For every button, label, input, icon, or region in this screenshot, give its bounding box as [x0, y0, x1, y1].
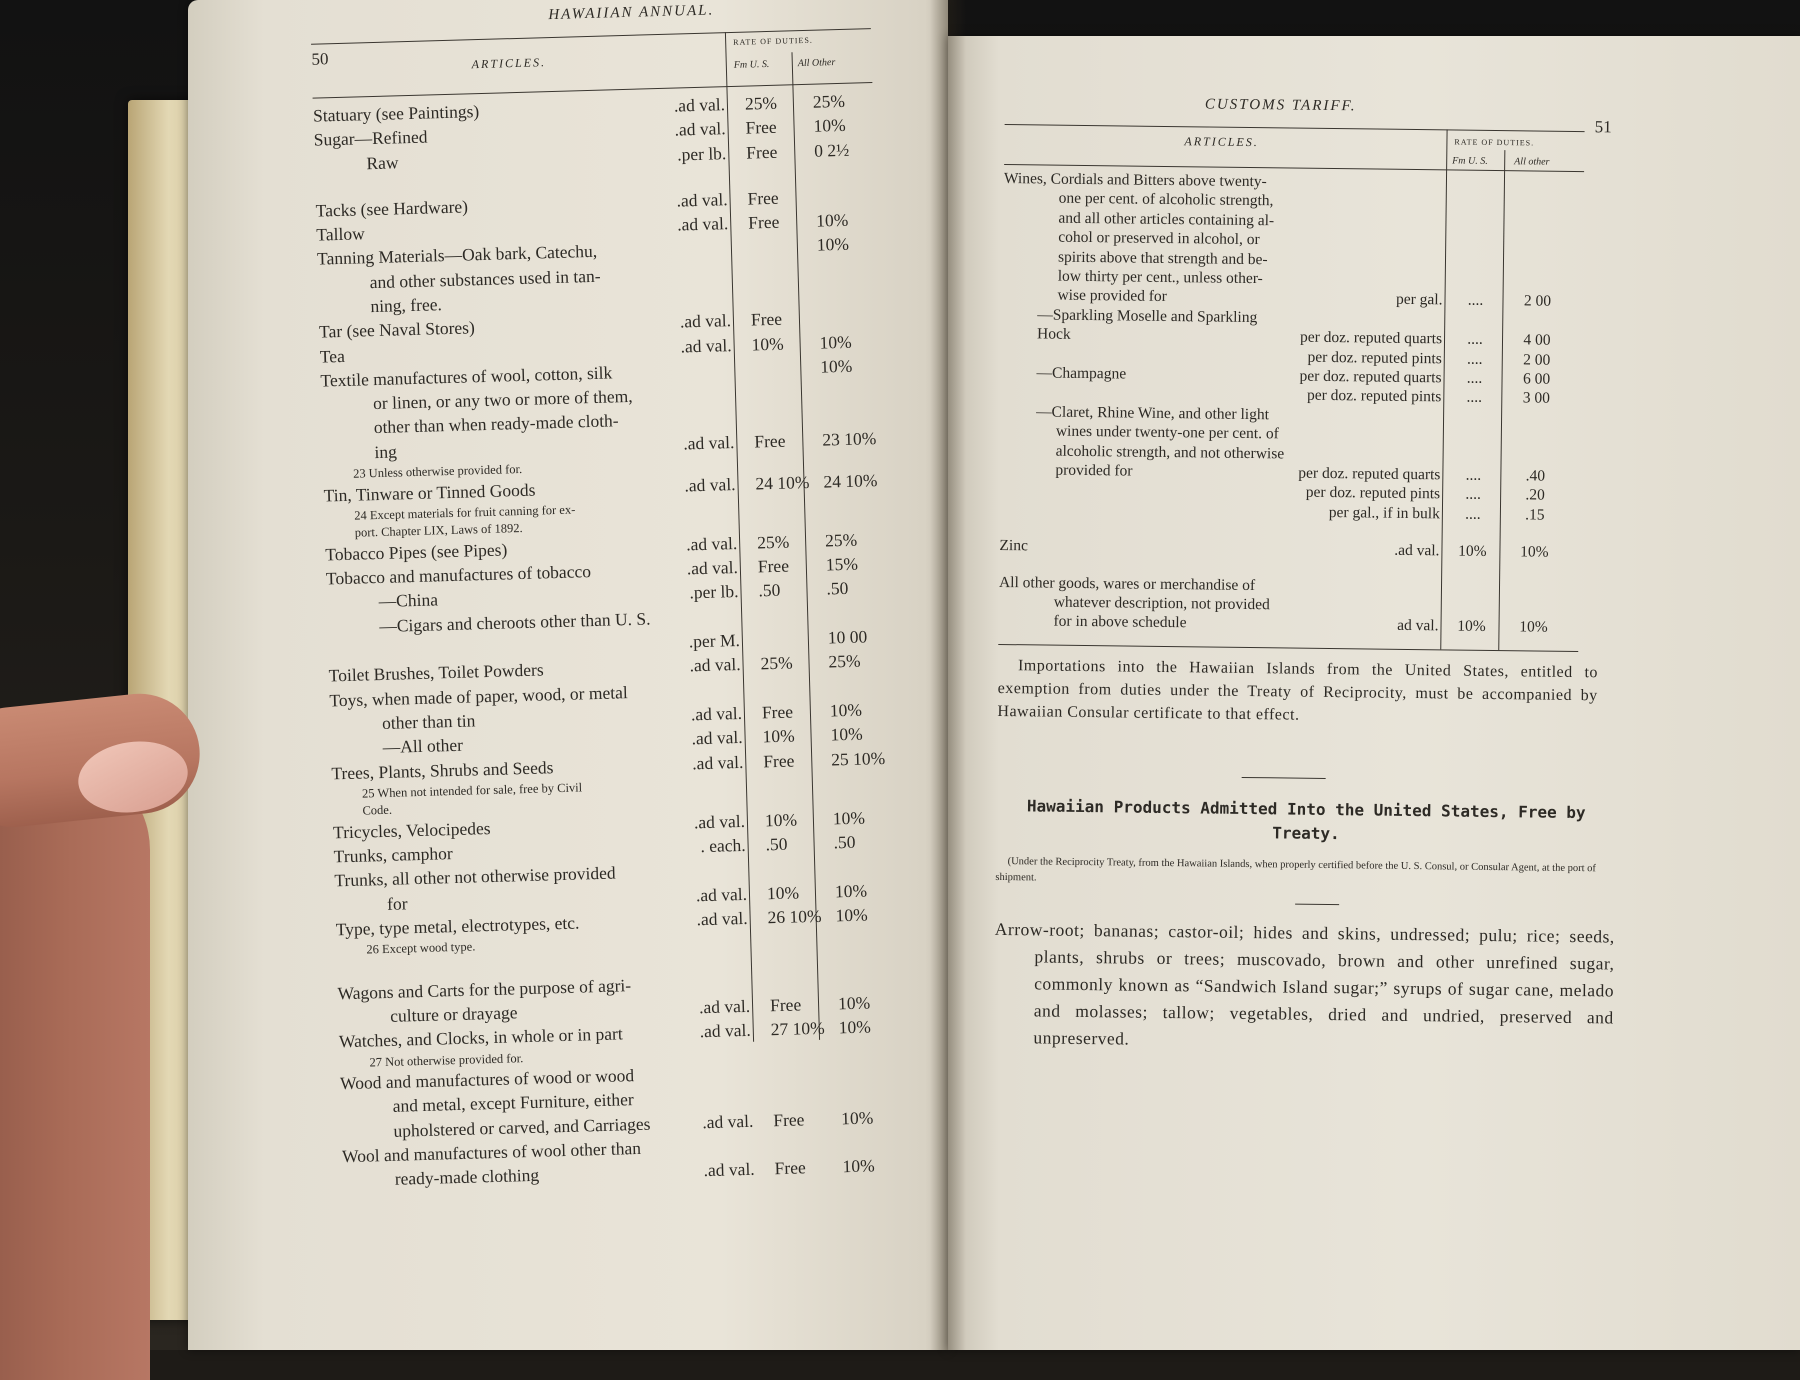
articles-column-header: ARTICLES.: [471, 55, 547, 72]
row-unit: .ad val.: [674, 118, 726, 140]
right-articles-column-header: ARTICLES.: [1184, 134, 1259, 150]
row-rate-us: Free: [757, 555, 790, 577]
from-us-header: Fm U. S.: [733, 58, 770, 71]
left-page-number: 50: [311, 49, 329, 69]
row-unit: per doz. reputed quarts: [1299, 367, 1442, 387]
row-rate-us: 24 10%: [755, 471, 810, 494]
row-rate-other: 10%: [819, 355, 853, 377]
row-rate-other: [1504, 599, 1564, 600]
row-rate-other: .20: [1525, 486, 1545, 505]
products-divider: [1295, 904, 1339, 906]
row-unit: .ad val.: [683, 431, 735, 454]
row-rate-other: [824, 512, 874, 513]
row-article: ning, free.: [370, 294, 443, 317]
row-article: ing: [374, 441, 398, 462]
row-article: Toys, when made of paper, wood, or metal: [329, 681, 628, 711]
row-article: for: [386, 893, 408, 914]
row-article: 23 Unless otherwise provided for.: [352, 462, 523, 481]
row-unit: .ad val.: [696, 907, 748, 930]
row-article: Statuary (see Paintings): [312, 101, 480, 126]
products-section-title: Hawaiian Products Admitted Into the United States, Free by Treaty.: [1026, 796, 1586, 844]
row-article: Type, type metal, electrotypes, etc.: [335, 912, 580, 940]
row-rate-us: 10%: [764, 809, 798, 831]
row-rate-other: [819, 307, 869, 308]
row-article: for in above schedule: [1053, 612, 1187, 632]
right-running-head: CUSTOMS TARIFF.: [1204, 96, 1357, 115]
row-article: upholstered or carved, and Carriages: [393, 1113, 651, 1141]
row-article: Tobacco Pipes (see Pipes): [325, 539, 508, 565]
row-rate-us: Free: [762, 750, 795, 771]
rate-of-duties-header: RATE OF DUTIES.: [733, 35, 813, 47]
row-article: —Claret, Rhine Wine, and other light: [1036, 403, 1270, 424]
row-rate-other: .50: [833, 831, 856, 853]
row-article: port. Chapter LIX, Laws of 1892.: [354, 521, 523, 541]
right-all-other-header: All other: [1514, 156, 1550, 168]
row-rate-us: Free: [773, 1109, 805, 1130]
row-rate-other: 6 00: [1522, 370, 1551, 388]
row-article: —Sparkling Moselle and Sparkling: [1037, 306, 1258, 326]
row-rate-us: .50: [758, 580, 781, 601]
row-article: Trees, Plants, Shrubs and Seeds: [331, 756, 554, 783]
row-unit: .ad val.: [691, 727, 743, 749]
row-article: Zinc: [999, 536, 1028, 554]
row-unit: per doz. reputed quarts: [1298, 464, 1441, 484]
row-rate-us: [1447, 598, 1497, 599]
row-rate-other: 4 00: [1523, 331, 1551, 349]
row-rate-other: .50: [826, 578, 849, 599]
row-rate-other: 10%: [840, 1107, 874, 1129]
row-rate-other: [1508, 234, 1568, 235]
row-article: other than when ready-made cloth-: [373, 410, 619, 438]
row-unit: .ad val.: [693, 810, 746, 833]
row-rate-us: [1449, 428, 1499, 429]
row-rate-other: [824, 494, 874, 495]
row-article: cohol or preserved in alcohol, or: [1058, 228, 1260, 249]
row-article: Tar (see Naval Stores): [318, 317, 476, 342]
row-rate-us: [1452, 214, 1502, 215]
row-unit: .ad val.: [676, 188, 728, 211]
row-rate-us: 25%: [760, 652, 793, 674]
row-article: wines under twenty-one per cent. of: [1055, 422, 1279, 443]
row-article: Tallow: [316, 223, 366, 245]
row-rate-other: [834, 855, 884, 856]
row-rate-other: 10%: [834, 880, 868, 902]
row-unit: .ad val.: [673, 94, 726, 116]
row-rate-us: 10%: [762, 725, 795, 747]
row-unit: .ad val.: [703, 1159, 755, 1181]
right-page-content: [992, 94, 1645, 1162]
row-article: Tricycles, Velocipedes: [332, 817, 491, 843]
row-rate-us: [1451, 234, 1501, 235]
row-rate-other: [842, 1131, 892, 1132]
right-page-number: 51: [1594, 117, 1612, 137]
row-rate-other: 10%: [837, 992, 871, 1014]
row-unit: .ad val.: [695, 883, 748, 906]
row-rate-other: [818, 282, 868, 283]
row-article: Tea: [319, 345, 346, 367]
row-rate-other: [837, 968, 887, 969]
row-rate-other: 10%: [842, 1155, 875, 1177]
row-rate-us: Free: [747, 187, 779, 209]
row-unit: .per lb.: [689, 581, 739, 603]
right-rate-of-duties-header: RATE OF DUTIES.: [1454, 137, 1535, 148]
row-rate-other: 10%: [813, 115, 846, 137]
row-rate-other: 25%: [824, 529, 858, 551]
row-unit: .ad val.: [676, 213, 729, 235]
row-rate-us: [1451, 272, 1501, 273]
row-unit: .ad val.: [679, 310, 732, 332]
row-article: Watches, and Clocks, in whole or in part: [338, 1023, 623, 1052]
row-rate-other: [827, 602, 877, 603]
products-list: Arrow-root; bananas; castor-oil; hides and skins, undressed; pulu; rice; seeds, plants, shrubs or trees; muscovado, brown and other unrefined sugar, commonly known as “Sandwich Island sugar;” syrups of sugar cane, melado and molasses; tallow; vegetables, dried and undried, preserved and unpreserved.: [994, 918, 1615, 1049]
row-rate-us: [1450, 311, 1500, 312]
row-rate-other: 10%: [816, 234, 850, 256]
row-article: Raw: [366, 151, 399, 173]
hand-palm: [0, 760, 150, 1380]
row-rate-us: 10%: [751, 333, 784, 355]
row-article: other than tin: [381, 710, 476, 733]
row-rate-other: [1506, 409, 1566, 410]
row-unit: . each.: [700, 835, 746, 857]
row-rate-other: [1509, 196, 1569, 197]
row-rate-us: ....: [1465, 466, 1482, 484]
right-from-us-header: Fm U. S.: [1452, 155, 1488, 167]
row-unit: .ad val.: [685, 532, 738, 555]
row-article: —Cigars and cheroots other than U. S.: [379, 608, 651, 636]
row-rate-us: ....: [1466, 350, 1483, 368]
row-rate-other: [821, 404, 871, 405]
row-article: and metal, except Furniture, either: [392, 1089, 634, 1117]
row-rate-us: [1449, 447, 1499, 448]
row-rate-other: [817, 258, 867, 259]
row-article: 26 Except wood type.: [366, 939, 476, 957]
row-article: low thirty per cent., unless other-: [1057, 267, 1263, 288]
row-unit: .ad val.: [691, 751, 744, 773]
row-rate-other: [1508, 254, 1568, 255]
row-unit: .ad val.: [698, 995, 751, 1018]
left-running-head: HAWAIIAN ANNUAL.: [548, 2, 715, 24]
row-rate-other: [832, 789, 882, 790]
row-unit: .ad val.: [684, 473, 736, 496]
row-rate-other: 25 10%: [830, 747, 886, 770]
row-unit: per doz. reputed pints: [1306, 387, 1442, 406]
row-rate-other: [832, 772, 882, 773]
row-article: Wood and manufactures of wood or wood: [339, 1065, 635, 1094]
row-article: whatever description, not provided: [1053, 593, 1270, 614]
row-article: Toilet Brushes, Toilet Powders: [328, 659, 544, 686]
row-rate-other: 10%: [838, 1016, 872, 1038]
row-article: and all other articles containing al-: [1058, 209, 1275, 230]
row-unit: per gal., if in bulk: [1328, 503, 1441, 523]
row-article: Wool and manufactures of wool other than: [341, 1137, 642, 1167]
row-rate-us: 25%: [756, 531, 790, 553]
row-rate-other: 25%: [828, 650, 861, 672]
row-article: Tin, Tinware or Tinned Goods: [323, 479, 536, 506]
row-rate-us: ....: [1467, 330, 1483, 349]
row-article: provided for: [1055, 461, 1133, 480]
row-rate-other: [1506, 448, 1566, 449]
row-rate-other: 24 10%: [823, 469, 878, 492]
row-rate-us: [1452, 195, 1502, 196]
row-article: ready-made clothing: [394, 1165, 540, 1190]
row-rate-other: 10%: [832, 807, 866, 829]
row-rate-other: [823, 452, 873, 453]
row-article: Code.: [362, 803, 393, 818]
row-rate-us: 25%: [744, 92, 778, 114]
row-rate-us: ....: [1465, 505, 1481, 523]
row-rate-us: 10%: [1458, 542, 1487, 560]
importations-note: Importations into the Hawaiian Islands from the United States, entitled to exemption from duties under the Treaty of Reciprocity, must be accompanied by Hawaiian Consular certificate to that effect.: [997, 657, 1599, 724]
row-rate-other: 10%: [1520, 542, 1549, 561]
row-rate-other: 10%: [1519, 618, 1548, 636]
row-article: one per cent. of alcoholic strength,: [1058, 190, 1274, 210]
row-unit: .ad val.: [702, 1110, 754, 1132]
row-unit: per doz. reputed quarts: [1299, 328, 1443, 348]
row-rate-us: [1452, 175, 1502, 176]
row-rate-other: [1509, 176, 1569, 177]
row-article: Tacks (see Hardware): [315, 196, 469, 221]
row-rate-us: Free: [747, 211, 780, 233]
row-rate-us: Free: [754, 430, 786, 452]
row-article: —All other: [382, 734, 464, 758]
row-rate-other: 10%: [829, 699, 863, 721]
row-rate-other: 3 00: [1522, 389, 1550, 408]
row-rate-other: 10%: [835, 904, 868, 926]
row-rate-us: Free: [745, 117, 777, 138]
row-rate-other: [839, 1041, 889, 1042]
row-rate-us: .50: [765, 833, 788, 855]
row-rate-us: [1447, 579, 1497, 580]
row-rate-other: .40: [1525, 467, 1546, 485]
row-rate-other: [1507, 312, 1567, 313]
row-rate-other: 0 2½: [813, 139, 850, 161]
row-rate-other: [821, 379, 871, 380]
row-rate-other: 23 10%: [822, 427, 877, 450]
row-rate-us: 26 10%: [767, 905, 822, 928]
row-unit: .ad val.: [1394, 541, 1440, 559]
row-unit: .per M.: [688, 630, 741, 652]
row-rate-other: [836, 928, 886, 929]
row-article: —China: [378, 589, 439, 612]
row-unit: .ad val.: [699, 1020, 752, 1042]
row-article: Trunks, camphor: [333, 843, 453, 867]
row-article: Wines, Cordials and Bitters above twenty-: [1003, 169, 1267, 191]
row-unit: .ad val.: [686, 557, 739, 579]
row-article: 27 Not otherwise provided for.: [369, 1050, 524, 1070]
row-article: Trunks, all other not otherwise provided: [334, 862, 616, 891]
row-rate-other: [1504, 580, 1564, 581]
row-rate-other: [815, 185, 865, 186]
row-article: or linen, or any two or more of them,: [372, 386, 633, 414]
row-article: wise provided for: [1057, 287, 1167, 306]
row-rate-other: [829, 675, 879, 676]
row-rate-other: [840, 1058, 890, 1059]
row-rate-other: 15%: [825, 553, 859, 575]
row-rate-us: Free: [769, 994, 802, 1016]
row-rate-other: 10%: [830, 723, 863, 745]
row-rate-us: Free: [745, 141, 778, 163]
row-rate-other: [840, 1082, 890, 1083]
right-head-rule: [1005, 124, 1585, 132]
row-article: All other goods, wares or merchandise of: [998, 573, 1256, 594]
row-article: culture or drayage: [389, 1002, 518, 1026]
row-rate-us: [1451, 253, 1501, 254]
row-rate-us: 27 10%: [770, 1018, 825, 1040]
all-other-header: All Other: [797, 57, 836, 70]
row-rate-us: 10%: [766, 882, 800, 904]
row-unit: .ad val.: [690, 702, 743, 725]
row-rate-other: [1508, 273, 1568, 274]
row-article: —Champagne: [1036, 364, 1127, 383]
row-unit: per doz. reputed pints: [1305, 484, 1441, 503]
row-rate-other: 2 00: [1523, 350, 1551, 369]
row-article: and other substances used in tan-: [369, 265, 601, 292]
row-article: Tobacco and manufactures of tobacco: [325, 561, 592, 589]
row-rate-us: [1449, 408, 1499, 409]
row-rate-us: 10%: [1457, 617, 1486, 636]
row-rate-us: ....: [1465, 486, 1481, 504]
row-rate-other: 10%: [819, 331, 852, 353]
section-divider: [1242, 777, 1326, 779]
row-article: Wagons and Carts for the purpose of agri-: [337, 974, 632, 1004]
row-rate-other: 2 00: [1523, 292, 1552, 311]
row-article: 24 Except materials for fruit canning for ex-: [354, 502, 576, 523]
row-rate-other: 25%: [812, 90, 846, 112]
row-rate-us: ....: [1466, 369, 1483, 387]
row-article: Tanning Materials—Oak bark, Catechu,: [316, 241, 598, 269]
row-rate-us: Free: [761, 701, 794, 723]
row-unit: .ad val.: [680, 334, 732, 357]
row-unit: ad val.: [1397, 617, 1439, 635]
row-unit: per doz. reputed pints: [1307, 348, 1442, 367]
row-rate-us: ....: [1467, 292, 1484, 310]
row-rate-other: [1509, 215, 1569, 216]
row-article: 25 When not intended for sale, free by Civil: [361, 780, 583, 801]
row-rate-other: 10%: [815, 209, 849, 231]
row-unit: .per lb.: [676, 142, 727, 165]
row-rate-other: .15: [1525, 506, 1545, 524]
row-rate-us: ....: [1466, 389, 1483, 407]
products-section-subtitle: (Under the Reciprocity Treaty, from the Hawaiian Islands, when properly certified before the U. S. Consul, or Consular Agent, at the port of shipment.: [995, 856, 1596, 884]
row-rate-us: Free: [774, 1157, 807, 1179]
row-unit: .ad val.: [689, 654, 741, 676]
row-rate-other: [1506, 428, 1566, 429]
left-page-content: [300, 0, 973, 1190]
row-article: Hock: [1036, 325, 1071, 344]
row-article: spirits above that strength and be-: [1057, 248, 1268, 268]
row-article: Sugar—Refined: [313, 126, 428, 150]
row-article: Textile manufactures of wool, cotton, silk: [320, 362, 613, 391]
row-unit: per gal.: [1395, 291, 1443, 309]
table-bottom-rule: [998, 644, 1578, 652]
row-article: alcoholic strength, and not otherwise: [1055, 442, 1285, 463]
row-rate-other: 10 00: [827, 626, 868, 648]
row-rate-us: Free: [750, 308, 783, 330]
